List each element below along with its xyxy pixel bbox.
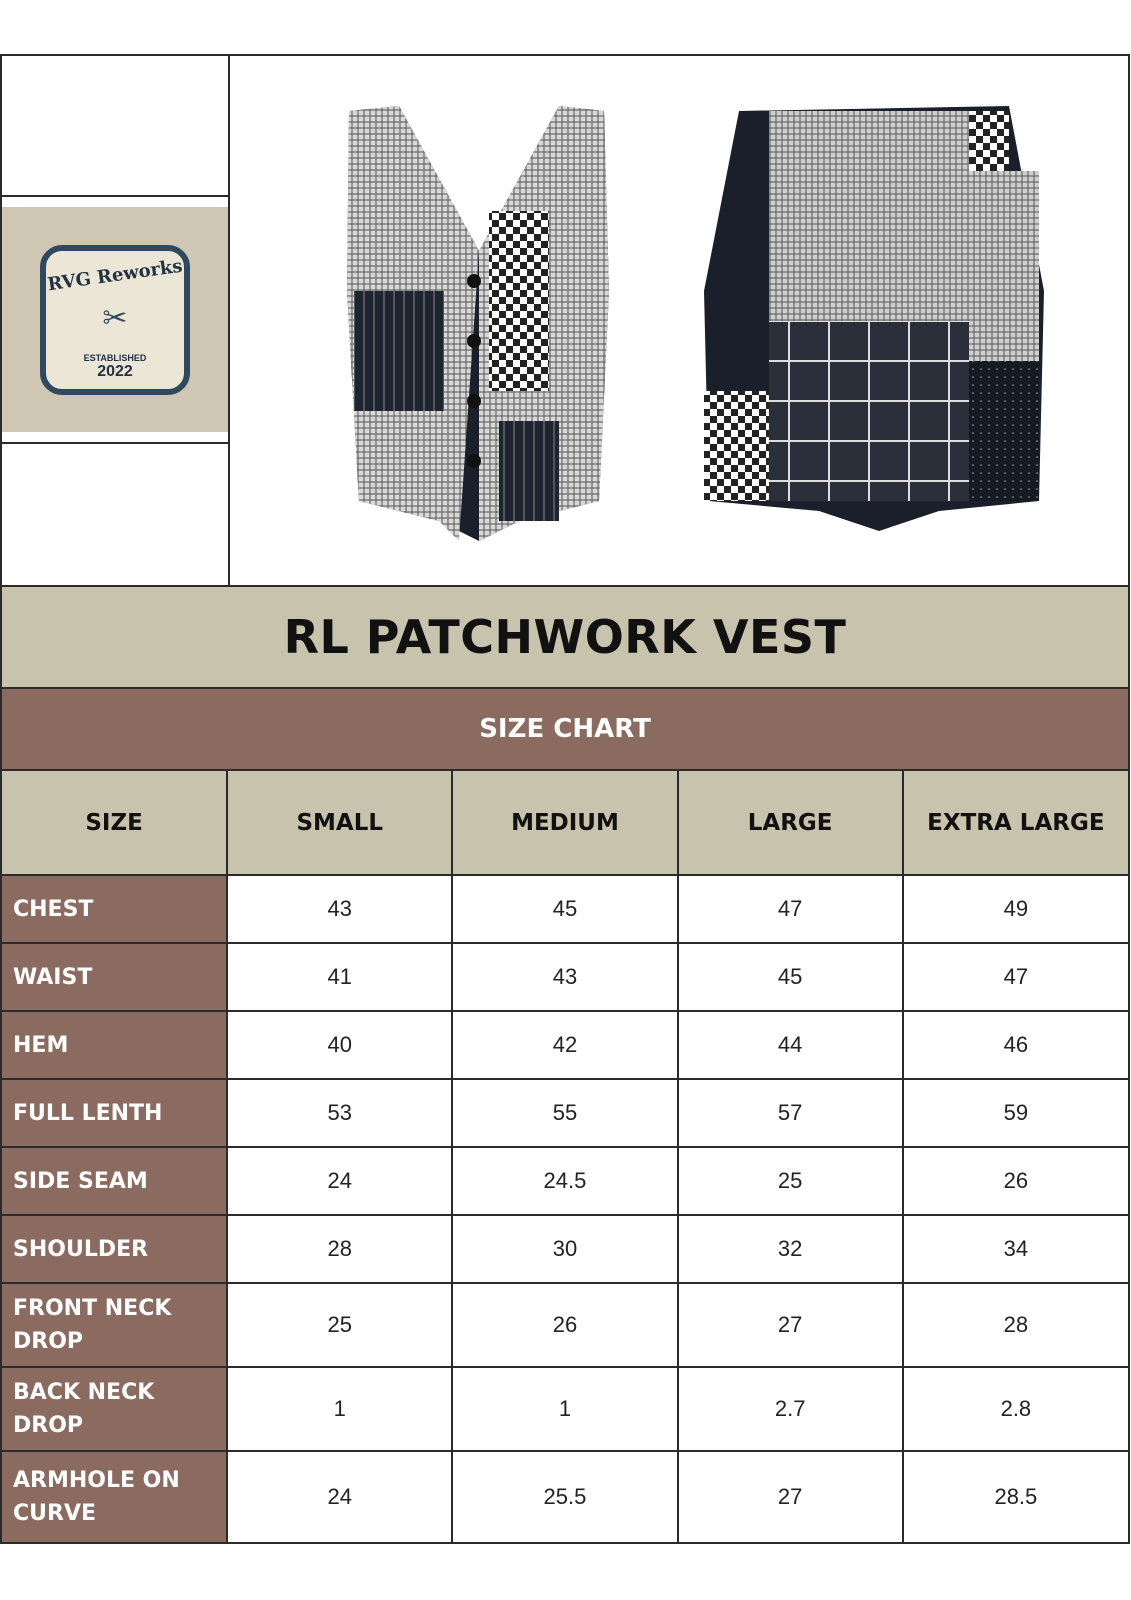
table-cell: 1 — [227, 1367, 452, 1451]
table-cell: 44 — [678, 1011, 903, 1079]
table-row — [2, 1215, 1128, 1283]
table-cell: 24 — [227, 1147, 452, 1215]
vest-back-illustration — [689, 101, 1069, 541]
table-cell: 1 — [452, 1367, 677, 1451]
vest-back-image — [689, 101, 1069, 541]
vest-front-illustration — [289, 101, 669, 541]
table-row — [2, 943, 1128, 1011]
size-chart-heading: SIZE CHART — [479, 714, 651, 744]
table-cell: 26 — [452, 1283, 677, 1367]
table-cell: 57 — [678, 1079, 903, 1147]
table-row — [2, 1451, 1128, 1542]
table-cell: 45 — [452, 875, 677, 943]
table-cell: 25 — [227, 1283, 452, 1367]
blank-cell — [2, 56, 228, 197]
table-cell: 40 — [227, 1011, 452, 1079]
table-cell: 49 — [903, 875, 1128, 943]
product-photos — [230, 56, 1128, 585]
table-cell: 2.8 — [903, 1367, 1128, 1451]
brand-tagline: ESTABLISHED — [83, 352, 147, 363]
table-cell: 28 — [903, 1283, 1128, 1367]
column-header: SIZE — [2, 771, 227, 875]
table-cell: 46 — [903, 1011, 1128, 1079]
table-cell: 27 — [678, 1283, 903, 1367]
table-cell: 30 — [452, 1215, 677, 1283]
table-cell: 41 — [227, 943, 452, 1011]
row-label: SIDE SEAM — [2, 1147, 227, 1215]
logo-cell — [2, 197, 228, 444]
table-cell: 45 — [678, 943, 903, 1011]
subtitle-banner — [2, 689, 1128, 771]
row-label: SHOULDER — [2, 1215, 227, 1283]
column-header: EXTRA LARGE — [903, 771, 1128, 875]
column-header: MEDIUM — [452, 771, 677, 875]
blank-cell — [2, 444, 228, 585]
table-cell: 47 — [903, 943, 1128, 1011]
table-cell: 25.5 — [452, 1451, 677, 1542]
table-cell: 32 — [678, 1215, 903, 1283]
product-title: RL PATCHWORK VEST — [283, 610, 847, 664]
table-row — [2, 1283, 1128, 1367]
vest-front-image — [289, 101, 669, 541]
table-row — [2, 875, 1128, 943]
table-cell: 26 — [903, 1147, 1128, 1215]
row-label: CHEST — [2, 875, 227, 943]
table-cell: 59 — [903, 1079, 1128, 1147]
table-cell: 42 — [452, 1011, 677, 1079]
table-cell: 24 — [227, 1451, 452, 1542]
row-label: FRONT NECK DROP — [2, 1283, 227, 1367]
table-cell: 43 — [452, 943, 677, 1011]
table-cell: 27 — [678, 1451, 903, 1542]
column-header: LARGE — [678, 771, 903, 875]
column-header: SMALL — [227, 771, 452, 875]
table-cell: 53 — [227, 1079, 452, 1147]
table-row — [2, 1011, 1128, 1079]
logo-column — [2, 56, 230, 585]
table-cell: 28.5 — [903, 1451, 1128, 1542]
table-header-row — [2, 771, 1128, 875]
row-label: FULL LENTH — [2, 1079, 227, 1147]
table-row — [2, 1079, 1128, 1147]
table-cell: 2.7 — [678, 1367, 903, 1451]
row-label: WAIST — [2, 943, 227, 1011]
table-cell: 25 — [678, 1147, 903, 1215]
size-chart-sheet — [0, 54, 1130, 1544]
row-label: BACK NECK DROP — [2, 1367, 227, 1451]
table-cell: 47 — [678, 875, 903, 943]
logo-image — [2, 207, 228, 432]
table-row — [2, 1147, 1128, 1215]
table-cell: 55 — [452, 1079, 677, 1147]
table-cell: 28 — [227, 1215, 452, 1283]
table-cell: 34 — [903, 1215, 1128, 1283]
brand-year: 2022 — [97, 362, 133, 380]
title-banner — [2, 587, 1128, 689]
header-section — [2, 56, 1128, 587]
brand-name: RVG Reworks — [46, 255, 184, 295]
table-cell: 24.5 — [452, 1147, 677, 1215]
size-table — [2, 771, 1128, 1542]
table-cell: 43 — [227, 875, 452, 943]
sewing-machine-icon: ✂ — [102, 301, 128, 335]
brand-badge — [40, 245, 190, 395]
row-label: ARMHOLE ON CURVE — [2, 1451, 227, 1542]
row-label: HEM — [2, 1011, 227, 1079]
table-row — [2, 1367, 1128, 1451]
